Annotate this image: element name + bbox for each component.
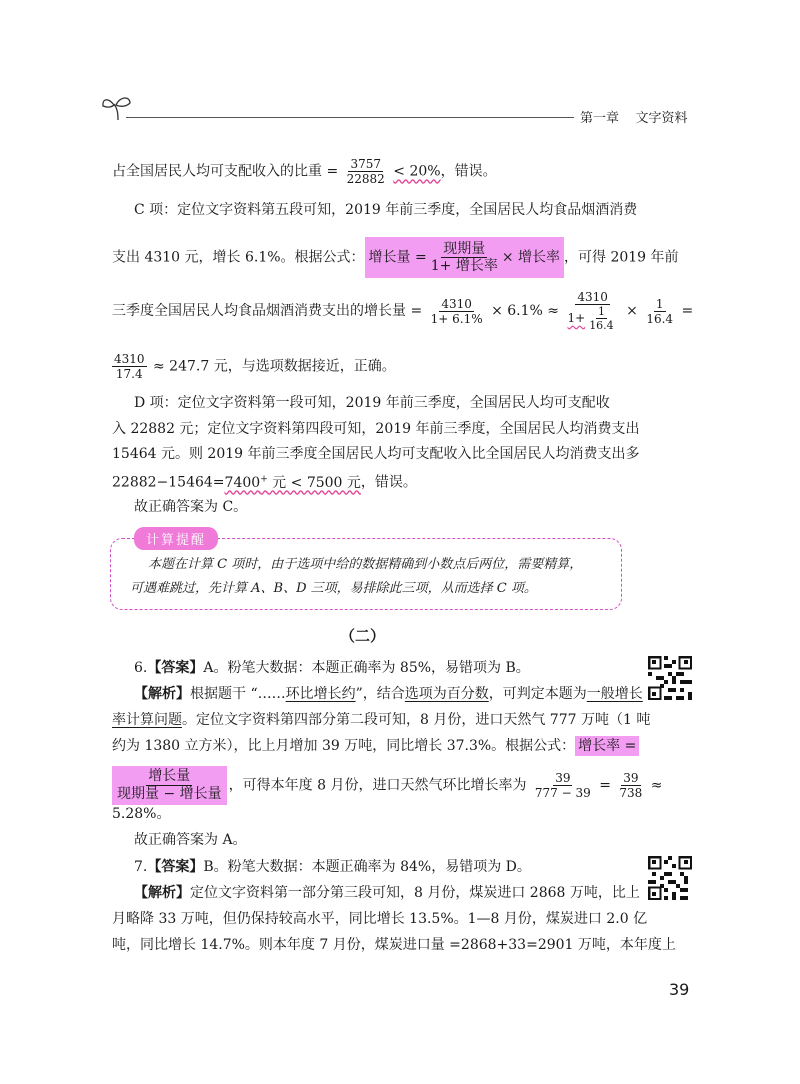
q6-analysis-line4 xyxy=(112,766,663,805)
fraction xyxy=(429,241,500,274)
paragraph-d-line4 xyxy=(112,469,417,493)
wavy-text: < 20% xyxy=(393,163,441,180)
denominator: 17.4 xyxy=(115,367,143,381)
text: × 6.1% ≈ xyxy=(491,303,560,319)
text: ，错误。 xyxy=(360,474,417,491)
text: 增长量 = xyxy=(368,249,427,266)
numerator: 增长量 xyxy=(148,768,191,784)
text: 支出 4310 元，增长 6.1%。根据公式： xyxy=(112,249,365,266)
paragraph-d-line2: 入 22882 元；定位文字资料第四段可知，2019 年前三季度，全国居民人均消费支出 xyxy=(112,421,640,437)
formula-highlight xyxy=(365,237,564,278)
text: A。粉笔大数据：本题正确率为 85%，易错项为 B。 xyxy=(203,660,530,676)
text: 元 < 7500 元 xyxy=(267,474,361,491)
q7-answer xyxy=(134,857,531,877)
header-rule xyxy=(126,117,574,118)
q6-analysis-line2 xyxy=(112,710,650,730)
denominator: 现期量 − 增长量 xyxy=(117,786,222,802)
denominator: 1+ 增长率 xyxy=(430,258,498,274)
calc-tip-line1: 本题在计算 C 项时，由于选项中给的数据精确到小数点后两位，需要精算， xyxy=(148,557,583,572)
numerator: 4310 xyxy=(577,290,608,304)
numerator: 3757 xyxy=(350,157,381,171)
analysis-tag: 【解析】 xyxy=(134,686,190,702)
text: ≈ 247.7 元，与选项数据接近，正确。 xyxy=(153,358,396,375)
chapter-header xyxy=(580,107,688,126)
q6-answer xyxy=(134,658,530,678)
fraction xyxy=(617,771,644,800)
paragraph-c-line3 xyxy=(112,290,693,332)
text: × 增长率 xyxy=(501,249,561,266)
underlined-text: 选项为百分数 xyxy=(404,686,489,702)
text: 定位文字资料第一部分第三段可知，8 月份，煤炭进口 2868 万吨，比上 xyxy=(190,885,640,901)
wavy-text xyxy=(225,475,361,491)
text: 约为 1380 立方米），比上月增加 39 万吨，同比增长 37.3%。根据公式： xyxy=(112,738,576,754)
paragraph-c-line4 xyxy=(112,352,396,381)
denominator xyxy=(565,305,619,332)
denominator: 777 − 39 xyxy=(534,786,591,800)
numerator: 现期量 xyxy=(443,241,486,257)
chapter-title: 文字资料 xyxy=(635,111,688,126)
page-number: 39 xyxy=(669,980,690,999)
fraction xyxy=(345,157,387,186)
q7-analysis-line1 xyxy=(134,883,640,903)
formula-highlight: 增长率 = xyxy=(575,736,639,756)
superscript: + xyxy=(260,474,268,484)
numerator: 4310 xyxy=(114,352,145,366)
numerator: 39 xyxy=(555,771,571,785)
paragraph-ratio xyxy=(112,157,497,186)
fraction xyxy=(112,352,147,381)
fraction xyxy=(429,297,485,326)
qr-code-icon[interactable] xyxy=(648,856,692,900)
numerator: 1 xyxy=(597,305,605,318)
underlined-text: 率计算问题 xyxy=(112,712,182,728)
question-number: 7. xyxy=(134,859,148,875)
denominator: 1+ 6.1% xyxy=(430,311,483,326)
text: ，可得本年度 8 月份，进口天然气环比增长率为 xyxy=(228,777,527,794)
calc-tip-line2: 可遇难跳过，先计算 A、B、D 三项，易排除此三项，从而选择 C 项。 xyxy=(130,581,537,596)
text: 三季度全国居民人均食品烟酒消费支出的增长量 = xyxy=(112,303,423,319)
q6-answer-final: 故正确答案为 A。 xyxy=(134,832,247,848)
denominator: 22882 xyxy=(346,172,385,186)
underlined-text: 一般增长 xyxy=(586,686,643,702)
q7-analysis-line3: 吨，同比增长 14.7%。则本年度 7 月份，煤炭进口量 =2868+33=2901 万吨，本年度上 xyxy=(112,937,676,953)
text: ≈ xyxy=(650,777,663,794)
denominator: 16.4 xyxy=(646,311,674,326)
text: 。定位文字资料第四部分第二段可知，8 月份，进口天然气 777 万吨（1 吨 xyxy=(182,712,651,728)
denominator: 16.4 xyxy=(589,319,614,332)
q6-analysis-line3 xyxy=(112,736,639,756)
fraction xyxy=(587,305,616,332)
formula-highlight xyxy=(112,766,227,805)
question-number: 6. xyxy=(134,660,148,676)
text: ”，结合 xyxy=(355,686,405,702)
text: ，可得 2019 年前 xyxy=(564,249,679,266)
numerator: 4310 xyxy=(441,296,472,311)
fraction xyxy=(565,290,619,332)
qr-code-icon[interactable] xyxy=(648,656,692,700)
chapter-label: 第一章 xyxy=(580,111,620,126)
paragraph-d-line1: D 项：定位文字资料第一段可知，2019 年前三季度，全国居民人均可支配收 xyxy=(134,395,610,411)
q7-analysis-line2: 月略降 33 万吨，但仍保持较高水平，同比增长 13.5%。1—8 月份，煤炭进口 2.0 亿 xyxy=(112,911,648,927)
denominator: 738 xyxy=(619,786,643,800)
paragraph-d-line3: 15464 元。则 2019 年前三季度全国居民人均可支配收入比全国居民人均消费支出多 xyxy=(112,446,640,462)
fraction xyxy=(533,771,593,800)
numerator: 39 xyxy=(623,771,639,785)
text: 22882−15464= xyxy=(112,474,225,491)
answer-c: 故正确答案为 C。 xyxy=(134,499,248,515)
text: B。粉笔大数据：本题正确率为 84%，易错项为 D。 xyxy=(203,859,531,875)
text: = xyxy=(599,777,611,794)
q6-analysis-line1 xyxy=(134,684,643,704)
text: 7400 xyxy=(224,474,261,491)
paragraph-c-line1: C 项：定位文字资料第五段可知，2019 年前三季度，全国居民人均食品烟酒消费 xyxy=(134,202,638,218)
answer-tag: 【答案】 xyxy=(147,859,204,875)
text: 根据题干 “…… xyxy=(190,686,286,702)
paragraph-c-line2 xyxy=(112,237,679,278)
text: 占全国居民人均可支配收入的比重 = xyxy=(112,163,339,180)
underlined-text: 环比增长约 xyxy=(285,686,356,702)
text: × xyxy=(626,303,638,319)
text: ，可判定本题为 xyxy=(488,686,587,702)
section-title: （二） xyxy=(340,627,386,645)
numerator: 1 xyxy=(655,296,664,311)
text: ，错误。 xyxy=(440,163,497,180)
text: = xyxy=(681,303,694,319)
q6-analysis-line5: 5.28%。 xyxy=(112,806,171,822)
calc-tip-label: 计算提醒 xyxy=(134,527,218,550)
fraction xyxy=(644,297,675,326)
answer-tag: 【答案】 xyxy=(147,660,204,676)
analysis-tag: 【解析】 xyxy=(134,885,190,901)
text: 1+ xyxy=(567,311,586,325)
